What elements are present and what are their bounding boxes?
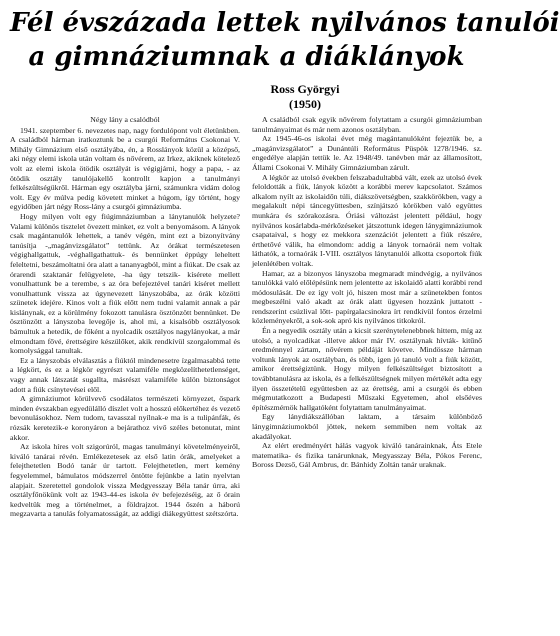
- author-name: Ross Györgyi: [270, 82, 340, 96]
- paragraph: Az iskola híres volt szigorúról, magas tanulmányi követelményeiről, kiváló tanárai révén. Emlékezetesek az első latin órák, amelyeket a felejthetetlen Bodó tanár úr tartott. Felejthetetlen, mert kemény fegyelemmel, bámulatos módszerrel öntötte fejünkbe a latin nyelvtan alapjait. Szeretettel gondolok vissza Medgyesszay Béla tanár úrra, aki osztályfőnökünk volt az 1943-44-es iskola év befejezéséig, az ő órain kedveltük meg a történelmet, a földrajzot. 1944 őszén a háború megzavarta a tanulás folyamatosságát, az addigi diákegyüttest szétszórta.: [10, 442, 240, 519]
- paragraph: Ez a lányszobás elválasztás a fiúktól mindenesetre ízgalmasabbá tette a légkört, és ez a légkör egyrészt valamiféle megközelíthetetlenséget, vagy annak látszatát sugallta, másrészt valamiféle külön biztonságot adott a fiúk csínytevései elől.: [10, 355, 240, 394]
- paragraph: Az 1945-46-os iskolai évet még magántanulóként fejeztük be, a „magánvizsgálatot” a Dunántúli Református Püspök 1278/1946. sz. engedélye alapján tettük le. Az 1948/49. tanévben már az államosított, Állami Csokonai V. Mihály Gimnáziumban zárult.: [252, 134, 482, 172]
- paragraph: Én a negyedik osztály után a kicsit szerénytelenebbnek hittem, míg az utolsó, a nyolcadikat -illetve akkor már IV. osztálynak hívták- kitűnő eredménnyel zártam, nővérem példáját követve. Mindössze hárman voltunk lányok az osztályban, és több, igen jó tanuló volt a fiúk között, amikor érettségiztünk. Hogy milyen felkészültséget biztosított a továbbtanulásra az iskola, és a felkészültségnek milyen mértékét adta egy ilyen összetételű együttesben az az érettség, ami a csurgói és ebben mégmutatkozott a Budapesti Műszaki Egyetemen, ahol elsőéves építészmérnök hallgatóként folytattam tanulmányaimat.: [252, 326, 482, 412]
- paragraph: 1941. szeptember 6. nevezetes nap, nagy fordulópont volt életünkben. A családból hárman iratkoztunk be a csurgói Református Csokonai V. Mihály Gimnázium első osztályába, én, a Rosslányok közül a középső, aki négy elemi iskola után voltam és nővérem, az Irkez, akiknek kötelező volt az elemi iskola ötödik osztályát is végigjárni, hogy a papa, - az ötödik osztály tanulójakellő kontrollt kapjon a tanulmányi felkészültségükről. Hárman egy osztályba járni, számunkra vidám dolog volt. Egy év múlva pedig követett minket a húgom, így történt, hogy egyidőben járt négy Ross-lány a csurgói gimnáziumba.: [10, 125, 240, 212]
- title-line-1: Fél évszázada lettek nyilvános tanulói: [10, 8, 560, 38]
- left-column: [10, 115, 240, 630]
- paragraph: Hamar, az a bizonyos lányszoba megmaradt mindvégig, a nyilvános tanulókká való előlépésünk nem jelentette az iskolaidő alatti korábbi rend módosulását. De ez így volt jó, hiszen most már a szünetekben fontos megbeszélni való akadt az órák alatt ügyesen hozzánk juttatott -rendszerint csúzlival lőtt- papírgalacsinokra írt rendkívül fontos érzelmi közleményekről, a sok-sok apró kis nyilvános titkokról.: [252, 268, 482, 326]
- title-line-2: a gimnáziumnak a diáklányok: [28, 42, 465, 72]
- paragraph: Hogy milyen volt egy fiúgimnáziumban a lánytanulók helyzete? Valami különös tisztelet övezett minket, ez volt a benyomásom. A lányok csak magántanulók lehettek, a tanév végén, mint ezt a bizonyítvány tanúsítja -„magánvizsgálatot” tettünk. Az órákat természetesen végighallgattuk, -véghallgathattuk- és bennünket éppúgy leheltett feleltetni, beszámoltatni óra alatt a tananyagból, mint a fiúkat. De csak az órarendi szaktanár felügyelete, -ha úgy tetszik- kísérete mellett vonulhattunk be a terembe, s az óra befejeztével tanári kíséret mellett vonulhattunk vissza az úgynevezett lányszobába, az órák közötti szünetek idejére. Kinos volt a fiúk előtt nem tudni valamit annak a pár kislánynak, ez a körülmény fokozott tanulásra ösztönzött bennünket. De ösztönzött a lányszoba levegője is, ahol mi, a kisalsóbb osztályosok bámultuk a hetedik, de főként a nyolcadik osztályos nagylányokat, a már elmondtam fővé, érettségire készülőket, akik rendkívül szorgalommal és komolysággal tanultak.: [10, 211, 240, 356]
- paragraph: Az elért eredményért hálás vagyok kiváló tanárainknak, Áts Etele matematika- és fizika tanárunknak, Megyasszay Béla, Pókos Ferenc, Boross Dezső, Gál Ambrus, dr. Bánhidy Zoltán tanár uraknak.: [252, 441, 482, 470]
- paragraph: A légkör az utolsó években felszabadultabbá vált, ezek az utolsó évek feloldották a fiúk, lányok között a korábbi merev kapcsolatot. Számos alkalom nyílt az iskolaidőn túli, diákszövetségben, szakkörökben, vagy a megalakult népi táncegyüttesben, színjátszó körökben való együttes munkára és szórakozásra. Óriási változást jelentett például, hogy nyilvános kosárlabda-mérkőzéseket játszottunk idegen lánygimnáziumok csapataival, s hogy ez mekkora szenzációt jelentett a fiúk részére, érthetővé válik, ha elmondom: addig a lányok tornaórái nem voltak láthatók, a tornaórák I-VIII. osztályos lánytanulói alkotta csoportok fiúk jelenlétében voltak.: [252, 172, 482, 268]
- paragraph: A családból csak egyik nővérem folytattam a csurgói gimnáziumban tanulmányaimat és már nem azonos osztályban.: [252, 115, 482, 134]
- article-title: [10, 6, 560, 74]
- article-year: (1950): [289, 97, 321, 111]
- section-subtitle: Négy lány a csalódból: [90, 115, 160, 124]
- paragraph: A gimnáziumot körülvevő csodálatos természeti környezet, őspark minden évszakban egyedülálló díszlet volt a hosszú előkertéhez és vezető bevonulásokhoz. Nem tudom, tavasszal nyílnak-e ma is a tulipánfák, és rózsák keretezik-e koronyáron a bejárathoz vivő széles betonutat, mint akkor.: [10, 394, 240, 442]
- right-column: [252, 115, 482, 630]
- paragraph: Egy lánydiákszállóban laktam, a társaim különböző lánygimnáziumokból jöttek, nekem semmiben nem voltak az akadályokat.: [252, 412, 482, 441]
